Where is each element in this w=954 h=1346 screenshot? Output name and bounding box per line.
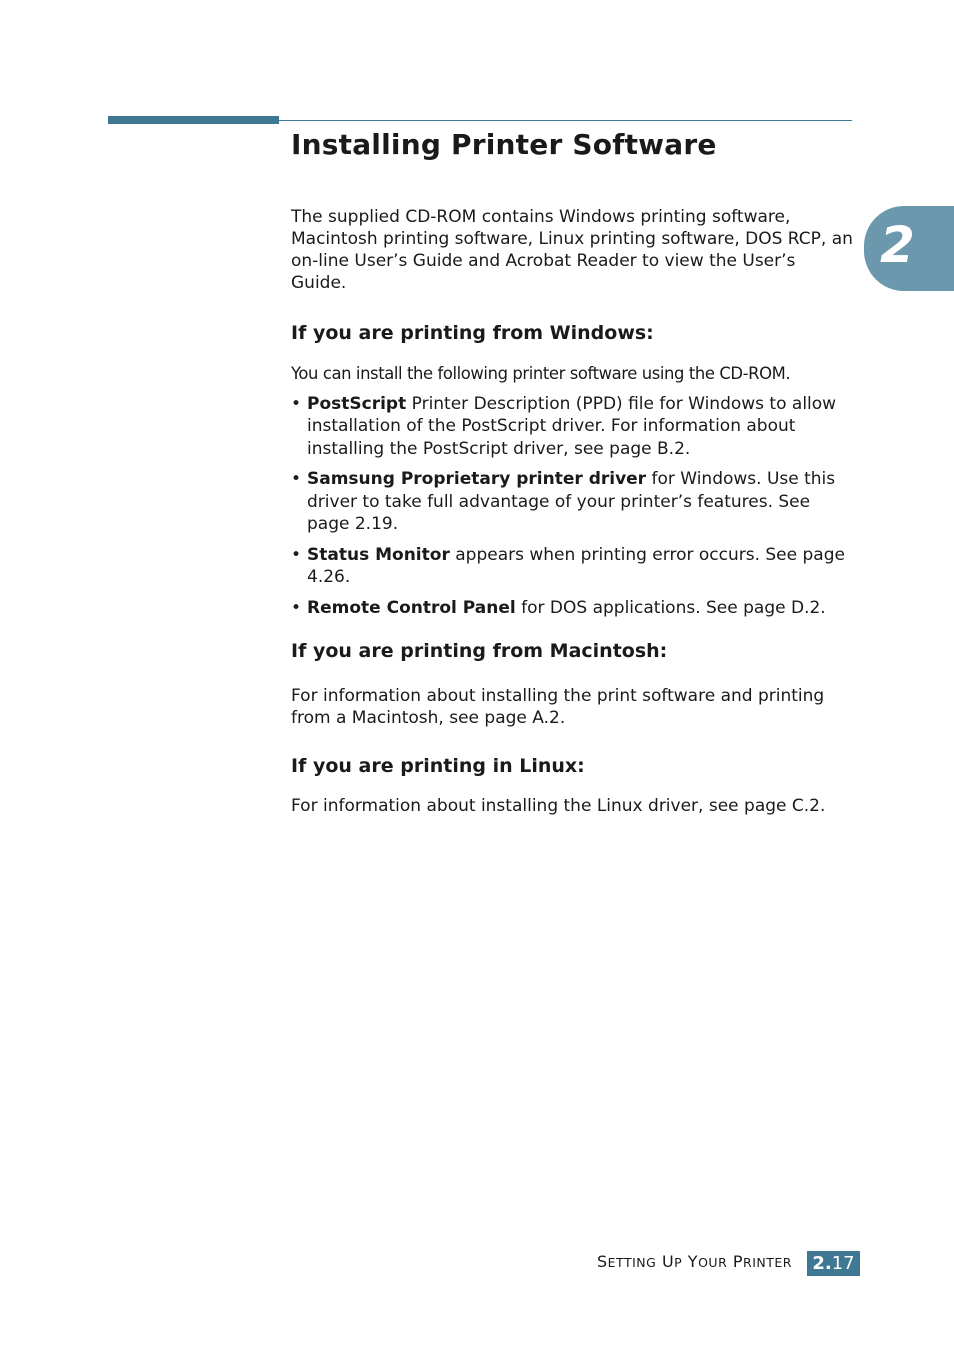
windows-paragraph: You can install the following printer software using the CD-ROM. (291, 364, 791, 383)
list-item (291, 597, 856, 619)
chapter-tab (864, 206, 954, 291)
bullet-icon: • (291, 394, 302, 414)
windows-heading: If you are printing from Windows: (291, 322, 654, 344)
intro-paragraph: The supplied CD-ROM contains Windows printing software, Macintosh printing software, Linux printing software, DOS RCP, an on-line User’s Guide and Acrobat Reader to view the User’s Guide. (291, 207, 853, 293)
bullet-bold: PostScript (307, 394, 407, 414)
list-item (291, 468, 856, 535)
bullet-icon: • (291, 544, 302, 565)
linux-heading: If you are printing in Linux: (291, 755, 585, 778)
linux-paragraph: For information about installing the Linux driver, see page C.2. (291, 796, 826, 817)
chapter-number: 2 (880, 216, 915, 274)
bullet-text: for Windows. Use this driver to take full advantage of your printer’s features. See page 2.19. (307, 469, 836, 534)
bullet-text: appears when printing error occurs. See page 4.26. (307, 544, 845, 588)
list-item (291, 393, 856, 460)
bullet-bold: Samsung Proprietary printer driver (307, 469, 647, 490)
page-number (807, 1251, 860, 1276)
page-num: 17 (831, 1253, 855, 1274)
main-content (291, 206, 856, 817)
windows-bullet-list (291, 393, 856, 619)
bullet-text: Printer Description (PPD) file for Windows to allow installation of the PostScript driver. For information about installing the PostScript driver, see page B.2. (307, 394, 837, 459)
page-title: Installing Printer Software (291, 128, 717, 161)
macintosh-paragraph: For information about installing the print software and printing from a Macintosh, see page A.2. (291, 686, 825, 729)
bullet-bold: Remote Control Panel (307, 597, 516, 618)
bullet-icon: • (291, 597, 302, 618)
header-rule-thick (108, 116, 279, 124)
macintosh-heading: If you are printing from Macintosh: (291, 640, 668, 663)
bullet-text: for DOS applications. See page D.2. (515, 597, 826, 618)
header-rule-thin (279, 120, 852, 121)
footer-section-title: SETTING UP YOUR PRINTER (597, 1252, 792, 1271)
list-item (291, 544, 856, 589)
page-chapter: 2. (812, 1253, 832, 1274)
bullet-bold: Status Monitor (307, 544, 450, 565)
bullet-icon: • (291, 469, 302, 490)
